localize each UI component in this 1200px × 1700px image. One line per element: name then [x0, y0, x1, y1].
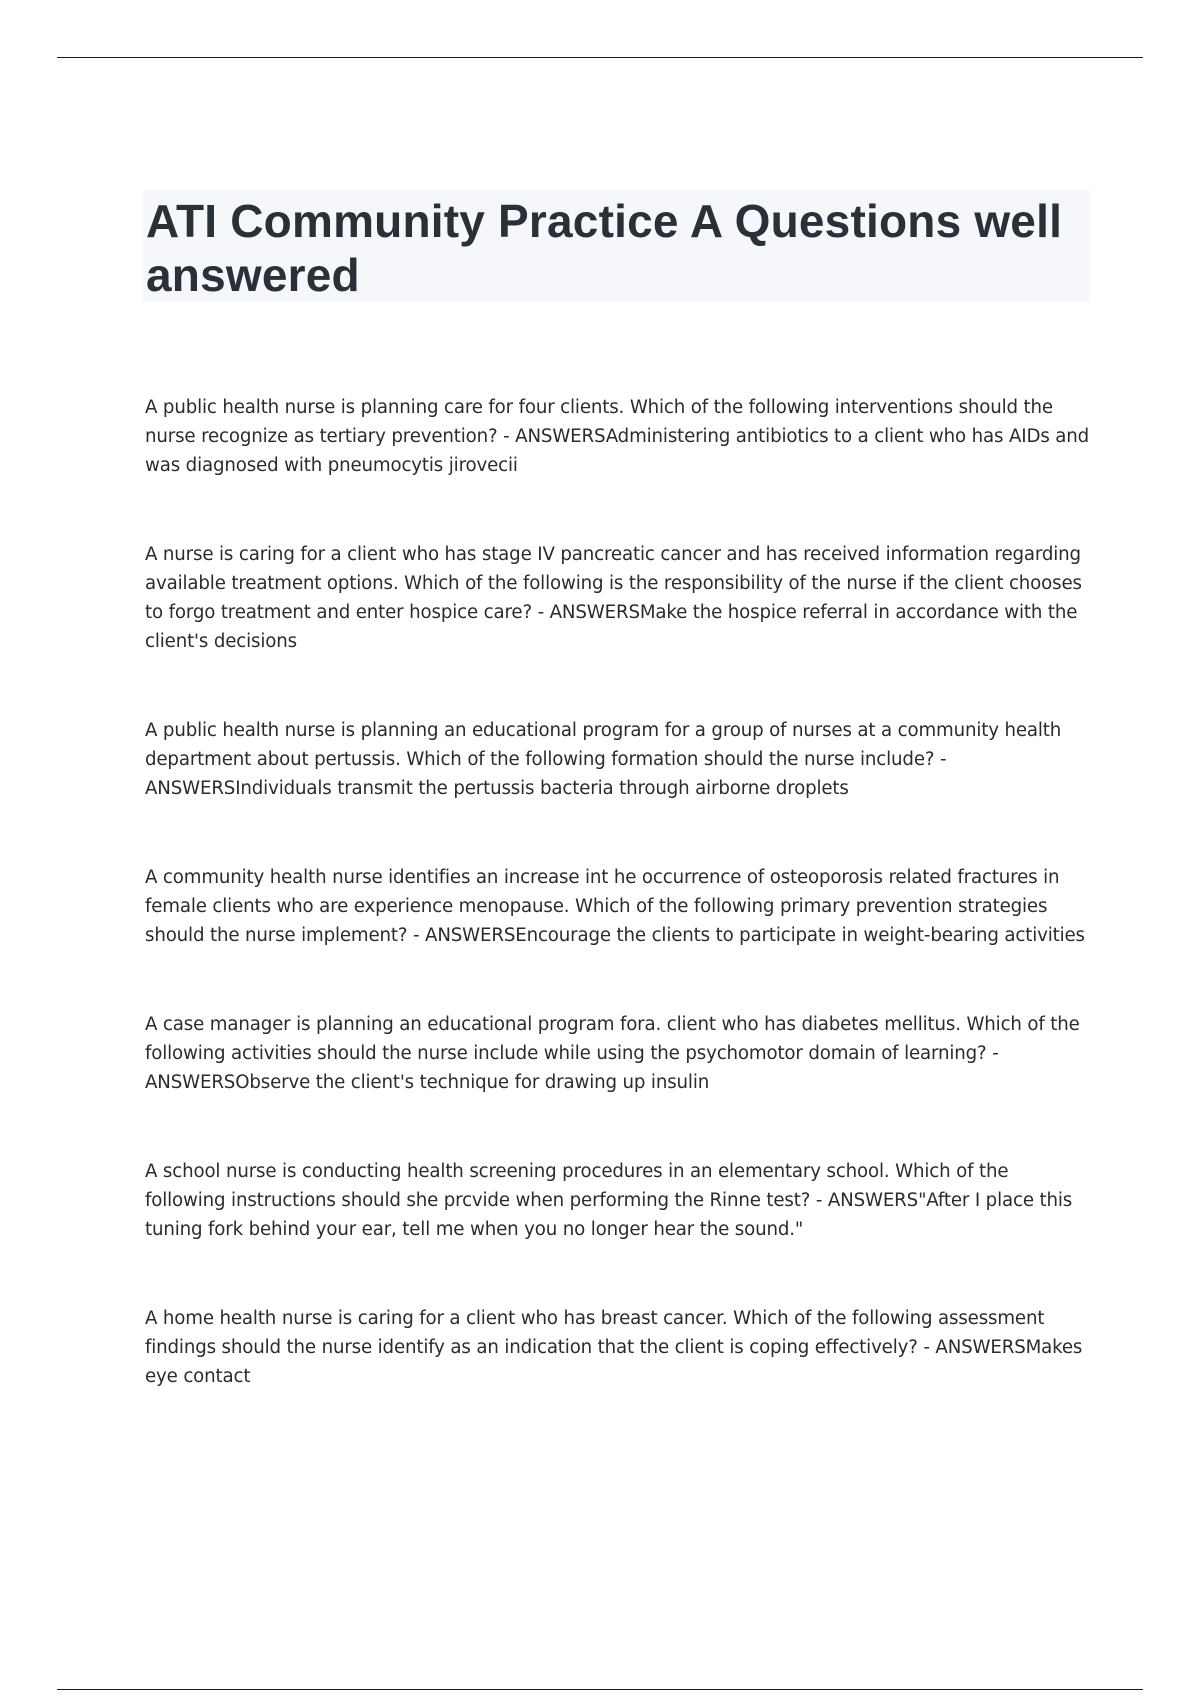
qa-list — [145, 393, 1090, 1451]
document-title: ATI Community Practice A Questions well answered — [146, 195, 1063, 301]
qa-item-4: A community health nurse identifies an increase int he occurrence of osteoporosis related fractures in female clients who are experience menopause. Which of the following primary prevention strategies should the nurse implement? - ANSWERSEncourage the clients to participate in weight-bearing activities — [145, 867, 1085, 946]
qa-item-3: A public health nurse is planning an educational program for a group of nurses at a community health department about pertussis. Which of the following formation should the nurse include? - ANSWERSIndividuals transmit the pertussis bacteria through airborne droplets — [145, 720, 1062, 799]
title-banner — [143, 190, 1090, 302]
footer-rule — [57, 1689, 1143, 1690]
qa-item-5: A case manager is planning an educational program fora. client who has diabetes mellitus. Which of the following activities should the nurse include while using the psychomotor domain of learning? - ANSWERSObserve the client's technique for drawing up insulin — [145, 1014, 1080, 1093]
qa-item-7: A home health nurse is caring for a client who has breast cancer. Which of the following assessment findings should the nurse identify as an indication that the client is coping effectively? - ANSWERSMakes eye contact — [145, 1308, 1083, 1387]
qa-item-1: A public health nurse is planning care for four clients. Which of the following interventions should the nurse recognize as tertiary prevention? - ANSWERSAdministering antibiotics to a client who has AIDs and was diagnosed with pneumocytis jirovecii — [145, 397, 1090, 476]
qa-item-2: A nurse is caring for a client who has stage IV pancreatic cancer and has received information regarding available treatment options. Which of the following is the responsibility of the nurse if the client chooses to forgo treatment and enter hospice care? - ANSWERSMake the hospice referral in accordance with the client's decisions — [145, 544, 1082, 652]
header-rule — [57, 57, 1143, 58]
qa-item-6: A school nurse is conducting health screening procedures in an elementary school. Which of the following instructions should she prcvide when performing the Rinne test? - ANSWERS"After I place this tuning fork behind your ear, tell me when you no longer hear the sound." — [145, 1161, 1073, 1240]
